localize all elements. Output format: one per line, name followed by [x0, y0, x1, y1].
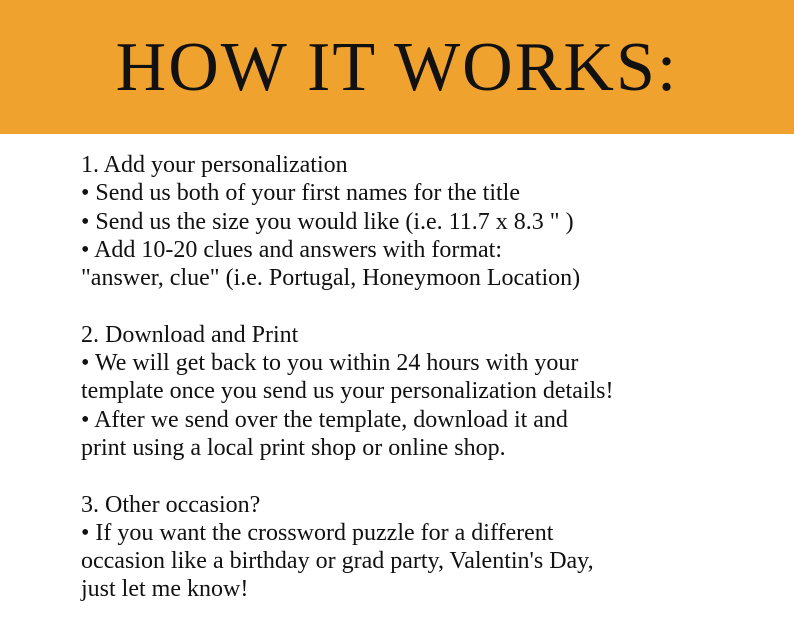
instruction-line: • Send us the size you would like (i.e. 11.7 x 8.3 " ) — [81, 208, 574, 235]
instruction-line: • After we send over the template, download it and — [81, 406, 568, 433]
instruction-line: • Send us both of your first names for the title — [81, 180, 520, 207]
instruction-line: occasion like a birthday or grad party, Valentin's Day, — [81, 548, 594, 575]
instructions — [81, 151, 771, 604]
instruction-line: just let me know! — [81, 576, 249, 603]
section-add-personalization — [81, 151, 771, 292]
page-title: HOW IT WORKS: — [115, 29, 679, 106]
section-spacer — [81, 462, 771, 490]
instruction-line: • We will get back to you within 24 hours with your — [81, 350, 579, 377]
section-download-print — [81, 321, 771, 462]
instruction-line: • If you want the crossword puzzle for a different — [81, 519, 554, 546]
section-heading: 2. Download and Print — [81, 321, 299, 348]
instruction-line: print using a local print shop or online shop. — [81, 434, 506, 461]
header-banner — [0, 0, 794, 134]
instruction-line: • Add 10-20 clues and answers with format: — [81, 236, 502, 263]
instruction-line: template once you send us your personalization details! — [81, 378, 614, 405]
section-other-occasion — [81, 491, 771, 604]
section-spacer — [81, 292, 771, 320]
instruction-line: "answer, clue" (i.e. Portugal, Honeymoon Location) — [81, 265, 581, 292]
section-heading: 3. Other occasion? — [81, 491, 261, 518]
section-heading: 1. Add your personalization — [81, 152, 348, 178]
